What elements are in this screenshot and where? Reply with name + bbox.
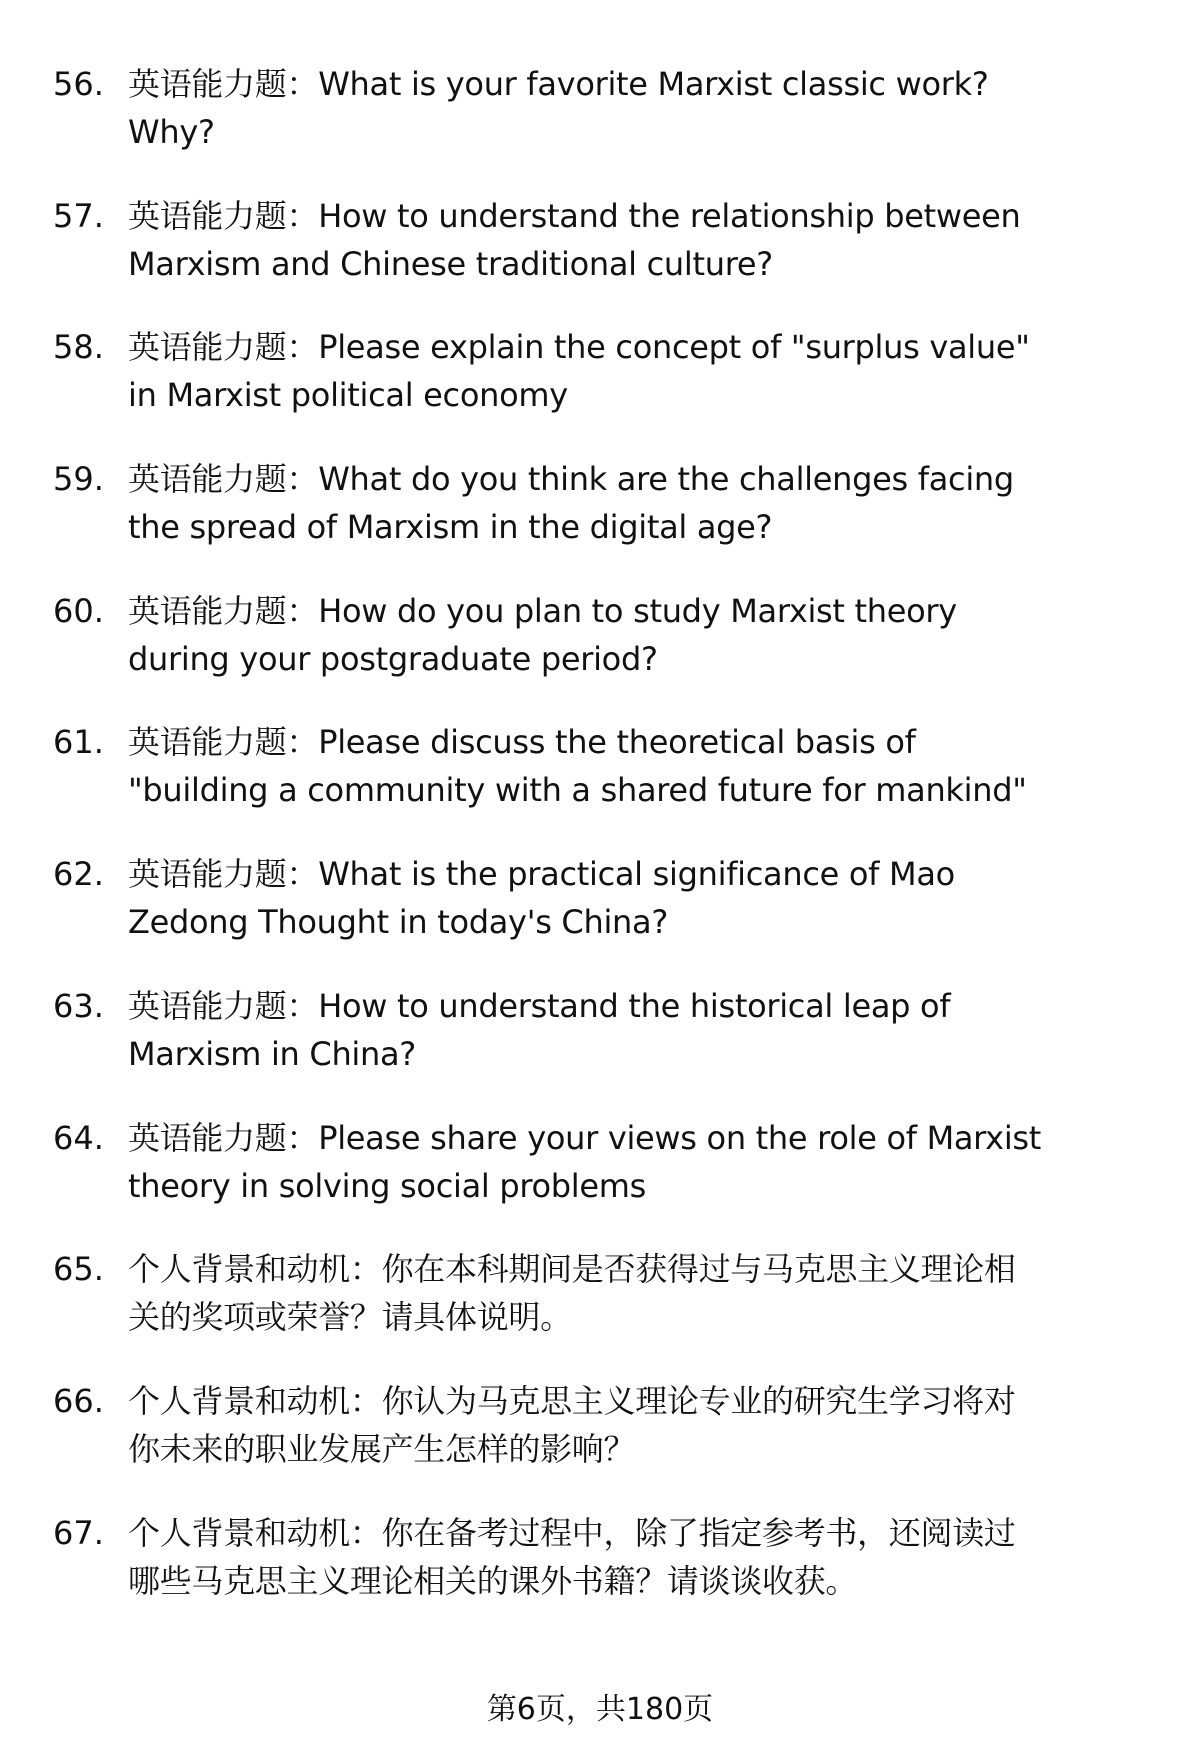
question-number: 67. [53, 1513, 104, 1552]
list-item [0, 1509, 1200, 1641]
question-line: 哪些马克思主义理论相关的课外书籍？请谈谈收获。 [128, 1561, 858, 1600]
question-text [128, 850, 1188, 946]
list-item [0, 455, 1200, 587]
question-line: 英语能力题：How to understand the relationship between [128, 196, 1021, 235]
question-number: 64. [53, 1118, 104, 1157]
question-line: 英语能力题：What do you think are the challenges facing [128, 460, 1014, 499]
question-line: 英语能力题：How do you plan to study Marxist theory [128, 591, 957, 630]
question-text [128, 455, 1188, 551]
question-number: 66. [53, 1381, 104, 1420]
question-line: 关的奖项或荣誉？请具体说明。 [128, 1298, 572, 1337]
question-text [128, 1245, 1188, 1341]
question-line: during your postgraduate period? [128, 639, 658, 678]
question-line: 英语能力题：Please share your views on the role of Marxist [128, 1118, 1042, 1157]
question-number: 56. [53, 65, 104, 103]
list-item [0, 982, 1200, 1114]
question-number: 58. [53, 328, 104, 367]
question-text [128, 718, 1188, 814]
question-line: theory in solving social problems [128, 1166, 647, 1205]
question-text [128, 1114, 1188, 1210]
question-line: "building a community with a shared future for mankind" [128, 771, 1027, 810]
question-text [128, 587, 1188, 683]
question-line: 英语能力题：How to understand the historical leap of [128, 986, 951, 1025]
question-line: Zedong Thought in today's China? [128, 903, 669, 942]
question-line: Marxism in China? [128, 1034, 416, 1073]
question-list [0, 60, 1200, 1640]
question-text [128, 192, 1188, 288]
list-item [0, 1245, 1200, 1377]
question-number: 59. [53, 460, 104, 499]
question-line: 英语能力题：Please explain the concept of "surplus value" [128, 328, 1030, 367]
question-number: 57. [53, 196, 104, 235]
page-number: 第6页，共180页 [486, 1692, 714, 1727]
question-line: 英语能力题：What is the practical significance of Mao [128, 855, 955, 894]
question-line: 英语能力题：What is your favorite Marxist classic work? [128, 65, 989, 103]
question-line: the spread of Marxism in the digital age? [128, 508, 773, 547]
question-number: 61. [53, 723, 104, 762]
list-item [0, 60, 1200, 192]
question-number: 60. [53, 591, 104, 630]
question-text [128, 982, 1188, 1078]
list-item [0, 850, 1200, 982]
question-line: 英语能力题：Please discuss the theoretical basis of [128, 723, 916, 762]
list-item [0, 192, 1200, 324]
question-line: 个人背景和动机：你认为马克思主义理论专业的研究生学习将对 [128, 1381, 1016, 1420]
question-line: Why? [128, 113, 215, 151]
question-line: Marxism and Chinese traditional culture? [128, 244, 773, 283]
list-item [0, 1114, 1200, 1246]
question-line: in Marxist political economy [128, 376, 568, 415]
list-item [0, 718, 1200, 850]
question-text [128, 323, 1188, 419]
list-item [0, 323, 1200, 455]
question-line: 个人背景和动机：你在备考过程中，除了指定参考书，还阅读过 [128, 1513, 1016, 1552]
question-line: 你未来的职业发展产生怎样的影响？ [128, 1429, 636, 1468]
question-number: 62. [53, 855, 104, 894]
list-item [0, 1377, 1200, 1509]
question-text [128, 60, 1188, 156]
question-number: 63. [53, 986, 104, 1025]
question-text [128, 1509, 1188, 1605]
question-number: 65. [53, 1250, 104, 1289]
question-line: 个人背景和动机：你在本科期间是否获得过与马克思主义理论相 [128, 1250, 1016, 1289]
list-item [0, 587, 1200, 719]
question-text [128, 1377, 1188, 1473]
